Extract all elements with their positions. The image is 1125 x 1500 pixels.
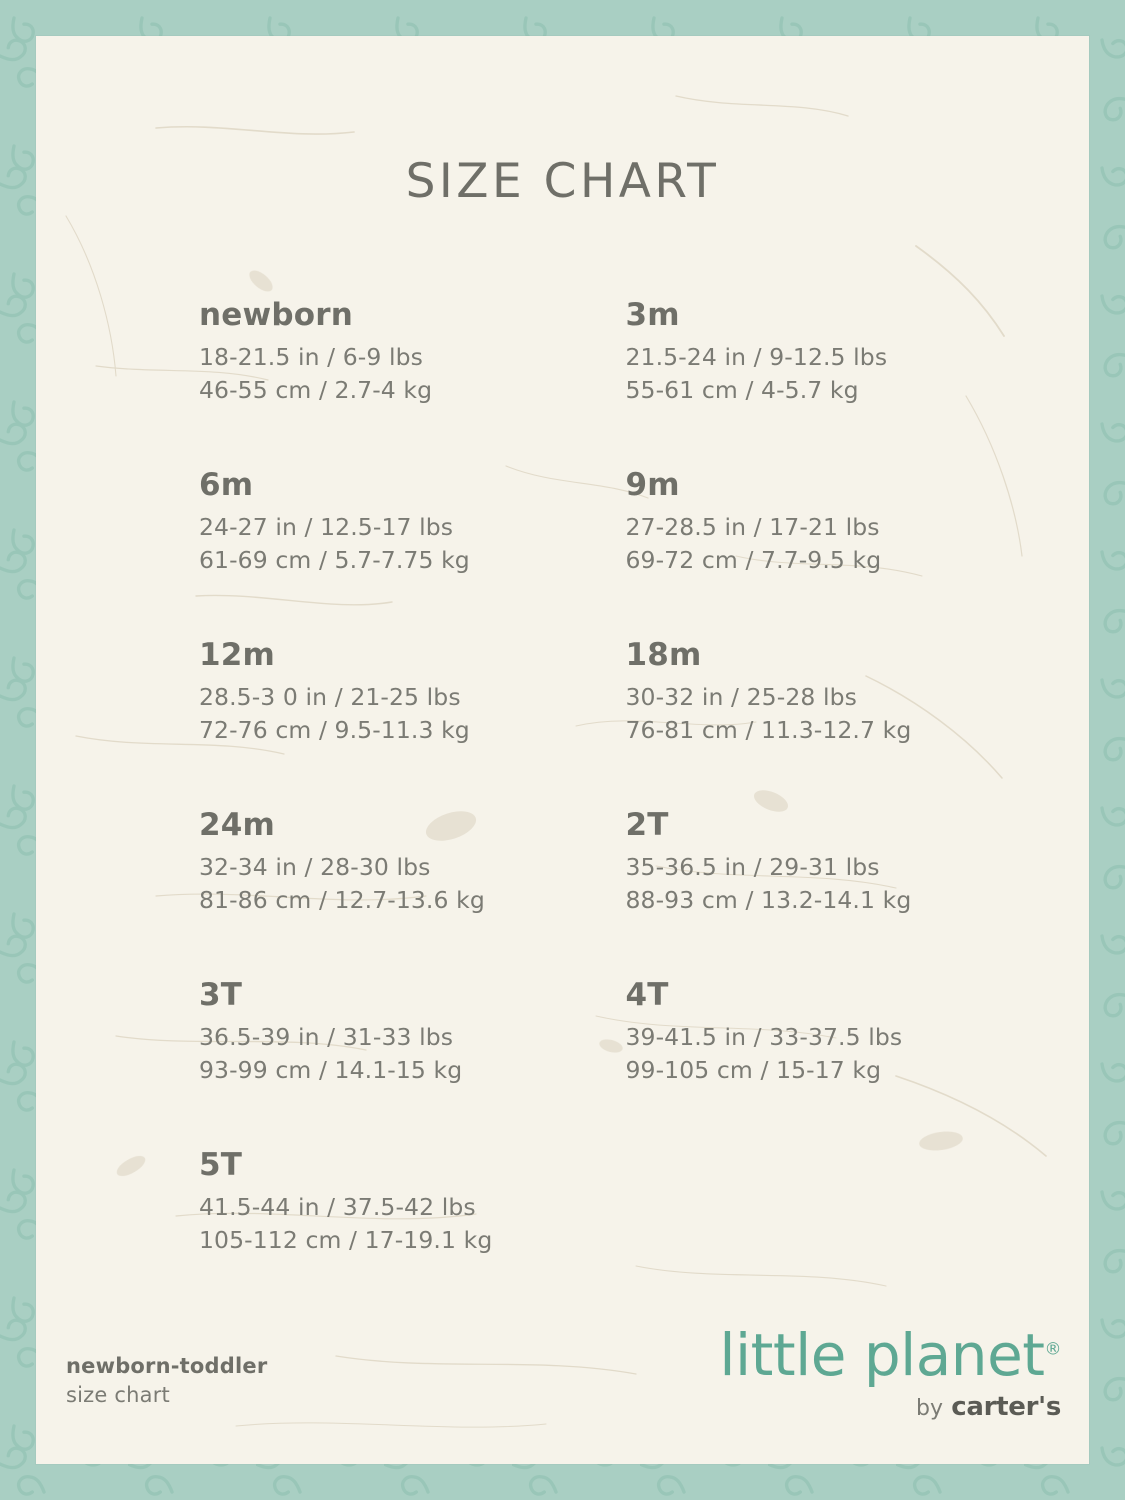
registered-trademark-icon: ®	[1044, 1339, 1061, 1360]
footer-caption-line1: newborn-toddler	[66, 1354, 268, 1379]
size-row	[36, 1148, 1089, 1318]
size-cell-empty	[563, 1148, 1090, 1318]
size-cell-5t	[36, 1148, 563, 1318]
size-metric: 105-112 cm / 17-19.1 kg	[199, 1226, 493, 1254]
size-row	[36, 468, 1089, 638]
brand-name: little planet	[719, 1321, 1045, 1389]
size-label: 9m	[625, 467, 680, 503]
size-cell-6m	[36, 468, 563, 638]
size-imperial: 27-28.5 in / 17-21 lbs	[625, 512, 880, 541]
size-row	[36, 638, 1089, 808]
size-imperial: 24-27 in / 12.5-17 lbs	[199, 512, 454, 541]
footer-caption	[66, 1352, 267, 1410]
size-cell-newborn	[36, 298, 563, 468]
size-cell-18m	[563, 638, 1090, 808]
size-imperial: 30-32 in / 25-28 lbs	[625, 682, 857, 711]
size-label: 5T	[199, 1147, 243, 1183]
size-grid	[36, 298, 1089, 1318]
size-metric: 93-99 cm / 14.1-15 kg	[199, 1056, 463, 1084]
brand-parent-name: carter's	[951, 1392, 1061, 1422]
size-row	[36, 978, 1089, 1148]
size-label: 2T	[625, 807, 669, 843]
size-metric: 76-81 cm / 11.3-12.7 kg	[625, 716, 912, 744]
footer-caption-line2: size chart	[66, 1383, 170, 1408]
size-imperial: 18-21.5 in / 6-9 lbs	[199, 342, 423, 371]
size-label: 3T	[199, 977, 243, 1013]
size-label: 24m	[199, 807, 276, 843]
brand-byline	[719, 1392, 1061, 1422]
size-label: 18m	[625, 637, 702, 673]
size-label: newborn	[199, 297, 353, 333]
size-metric: 88-93 cm / 13.2-14.1 kg	[625, 886, 912, 914]
size-metric: 81-86 cm / 12.7-13.6 kg	[199, 886, 485, 914]
size-metric: 61-69 cm / 5.7-7.75 kg	[199, 546, 470, 574]
brand-lockup	[719, 1321, 1061, 1422]
size-label: 12m	[199, 637, 276, 673]
size-imperial: 28.5-3 0 in / 21-25 lbs	[199, 682, 461, 711]
paper-card	[36, 36, 1089, 1464]
size-imperial: 32-34 in / 28-30 lbs	[199, 852, 431, 881]
brand-name-wrap	[719, 1321, 1061, 1389]
size-label: 4T	[625, 977, 669, 1013]
size-imperial: 36.5-39 in / 31-33 lbs	[199, 1022, 454, 1051]
size-cell-24m	[36, 808, 563, 978]
size-metric: 55-61 cm / 4-5.7 kg	[625, 376, 859, 404]
size-cell-3t	[36, 978, 563, 1148]
size-metric: 69-72 cm / 7.7-9.5 kg	[625, 546, 882, 574]
page-title: SIZE CHART	[405, 154, 720, 209]
size-cell-2t	[563, 808, 1090, 978]
size-imperial: 35-36.5 in / 29-31 lbs	[625, 852, 880, 881]
size-label: 3m	[625, 297, 680, 333]
size-cell-9m	[563, 468, 1090, 638]
size-label: 6m	[199, 467, 254, 503]
size-metric: 72-76 cm / 9.5-11.3 kg	[199, 716, 470, 744]
brand-by-label: by	[916, 1396, 944, 1421]
size-imperial: 21.5-24 in / 9-12.5 lbs	[625, 342, 888, 371]
size-row	[36, 808, 1089, 978]
size-metric: 99-105 cm / 15-17 kg	[625, 1056, 882, 1084]
size-cell-3m	[563, 298, 1090, 468]
size-cell-4t	[563, 978, 1090, 1148]
size-row	[36, 298, 1089, 468]
size-imperial: 41.5-44 in / 37.5-42 lbs	[199, 1192, 476, 1221]
size-cell-12m	[36, 638, 563, 808]
size-metric: 46-55 cm / 2.7-4 kg	[199, 376, 433, 404]
size-imperial: 39-41.5 in / 33-37.5 lbs	[625, 1022, 903, 1051]
